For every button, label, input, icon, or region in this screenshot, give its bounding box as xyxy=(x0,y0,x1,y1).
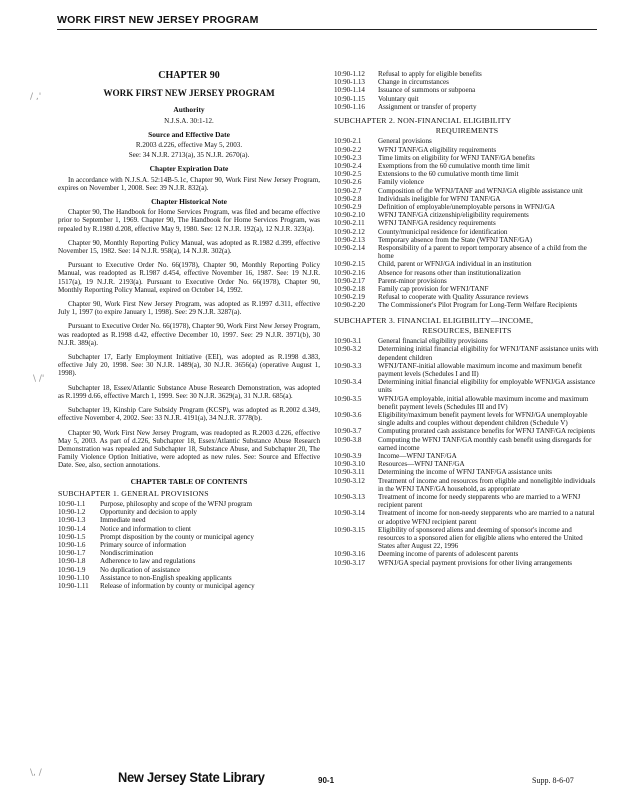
section-title: Refusal to apply for eligible benefits xyxy=(378,70,482,78)
section-title: General provisions xyxy=(378,137,432,146)
section-number: 10:90-1.12 xyxy=(334,70,365,78)
toc-entry xyxy=(58,557,320,565)
section-number: 10:90-2.8 xyxy=(334,194,362,203)
toc-entry xyxy=(334,285,600,293)
section-title: Resources—WFNJ TANF/GA xyxy=(378,460,465,469)
toc-entry xyxy=(334,260,600,268)
section-title: Assignment or transfer of property xyxy=(378,102,477,111)
section-title: Determining the income of WFNJ TANF/GA assistance units xyxy=(378,468,552,477)
toc-entry xyxy=(334,95,600,103)
toc-entry xyxy=(334,477,600,493)
section-title: Prompt disposition by the county or municipal agency xyxy=(100,532,254,541)
section-title: Deeming income of parents of adolescent parents xyxy=(378,550,519,559)
toc-entry xyxy=(334,460,600,468)
section-number: 10:90-3.11 xyxy=(334,468,365,477)
subchapter-3-list xyxy=(334,337,600,567)
left-column xyxy=(58,72,320,590)
header-rule xyxy=(57,29,597,30)
toc-entry xyxy=(334,195,600,203)
section-title: Eligibility of sponsored aliens and deeming of sponsor's income and resources to a sponsored alien for eligible aliens who entered the United States after August 22, 1996 xyxy=(378,525,583,551)
toc-entry xyxy=(58,574,320,582)
toc-entry xyxy=(334,345,600,361)
section-title: Composition of the WFNJ/TANF and WFNJ/GA eligible assistance unit xyxy=(378,186,583,195)
section-number: 10:90-3.7 xyxy=(334,427,362,436)
section-title: Adherence to law and regulations xyxy=(100,557,196,566)
section-title: County/municipal residence for identification xyxy=(378,227,508,236)
toc-entry xyxy=(334,154,600,162)
section-number: 10:90-3.14 xyxy=(334,509,365,518)
section-number: 10:90-2.9 xyxy=(334,203,362,212)
toc-entry xyxy=(334,559,600,567)
subchapter-3-heading-line2: RESOURCES, BENEFITS xyxy=(422,325,512,335)
section-number: 10:90-1.11 xyxy=(58,581,89,590)
section-title: Exemptions from the 60 cumulative month time limit xyxy=(378,162,530,171)
toc-entry xyxy=(334,78,600,86)
toc-entry xyxy=(334,550,600,558)
section-number: 10:90-3.2 xyxy=(334,345,362,354)
section-number: 10:90-1.2 xyxy=(58,508,86,517)
section-number: 10:90-1.13 xyxy=(334,78,365,87)
toc-entry xyxy=(334,427,600,435)
toc-entry xyxy=(58,533,320,541)
toc-entry xyxy=(334,493,600,509)
section-title: Nondiscrimination xyxy=(100,549,154,558)
section-number: 10:90-2.13 xyxy=(334,235,365,244)
section-number: 10:90-3.17 xyxy=(334,558,365,567)
toc-entry xyxy=(334,509,600,525)
running-header: WORK FIRST NEW JERSEY PROGRAM xyxy=(57,14,259,26)
section-title: The Commissioner's Pilot Program for Long-Term Welfare Recipients xyxy=(378,301,578,310)
historical-paragraph: Subchapter 19, Kinship Care Subsidy Program (KCSP), was adopted as R.2002 d.349, effective November 4, 2002. See: 33 N.J.R. 4191(a), 34 N.J.R. 3778(b). xyxy=(58,406,320,423)
historical-paragraph: Chapter 90, Work First New Jersey Program, was adopted as R.1997 d.311, effective July 1, 1997 (to expire January 1, 1998). See: 29 N.J.R. 3287(a). xyxy=(58,300,320,317)
historical-paragraph: Subchapter 17, Early Employment Initiative (EEI), was adopted as R.1998 d.383, effective July 20, 1998. See: 30 N.J.R. 1489(a), 30 N.J.R. 3656(a) (operative August 1, 1998). xyxy=(58,353,320,378)
section-title: Immediate need xyxy=(100,516,146,525)
toc-entry xyxy=(334,395,600,411)
subchapter-3-heading: SUBCHAPTER 3. FINANCIAL ELIGIBILITY—INCOME, xyxy=(334,315,534,325)
section-number: 10:90-3.5 xyxy=(334,394,362,403)
section-number: 10:90-2.1 xyxy=(334,137,362,146)
expiration-heading: Chapter Expiration Date xyxy=(149,164,229,174)
section-title: WFNJ TANF/GA eligibility requirements xyxy=(378,145,497,154)
toc-entry xyxy=(334,236,600,244)
subchapter-1-continued-list xyxy=(334,70,600,111)
section-title: Computing prorated cash assistance benefits for WFNJ TANF/GA recipients xyxy=(378,427,596,436)
section-number: 10:90-2.15 xyxy=(334,260,365,269)
source-line-2: See: 34 N.J.R. 2713(a), 35 N.J.R. 2670(a). xyxy=(128,151,250,160)
right-column xyxy=(334,70,600,567)
toc-entry xyxy=(58,525,320,533)
section-number: 10:90-2.7 xyxy=(334,186,362,195)
section-title: Voluntary quit xyxy=(378,94,419,103)
section-title: Individuals ineligible for WFNJ TANF/GA xyxy=(378,194,501,203)
source-heading: Source and Effective Date xyxy=(148,129,230,139)
toc-entry xyxy=(334,146,600,154)
toc-entry xyxy=(58,500,320,508)
subchapter-2-heading-line2: REQUIREMENTS xyxy=(435,126,499,136)
historical-paragraph: Subchapter 18, Essex/Atlantic Substance Abuse Research Demonstration, was adopted as R.1999 d.66, effective March 1, 1999. See: 30 N.J.R. 3629(a), 31 N.J.R. 685(a). xyxy=(58,383,320,400)
supplement-date: Supp. 8-6-07 xyxy=(532,776,574,785)
authority-text: N.J.S.A. 30:1-12. xyxy=(164,116,214,125)
toc-entry xyxy=(58,582,320,590)
toc-entry xyxy=(334,378,600,394)
historical-notes xyxy=(58,208,320,469)
section-number: 10:90-3.8 xyxy=(334,435,362,444)
section-number: 10:90-2.10 xyxy=(334,211,365,220)
historical-paragraph: Pursuant to Executive Order No. 66(1978), Chapter 90, Monthly Reporting Policy Manual, was readopted as R.1987 d.454, effective November 16, 1987. See: 19 N.J.R. 1517(a), 19 N.J.R. 2193(a). Pursuant to Executive Order No. 66(1978), Chapter 90, Monthly Reporting Policy Manual, expired on October 14, 1992. xyxy=(58,261,320,294)
toc-entry xyxy=(334,337,600,345)
toc-entry xyxy=(334,203,600,211)
section-number: 10:90-3.15 xyxy=(334,525,365,534)
section-title: Notice and information to client xyxy=(100,524,192,533)
section-number: 10:90-2.3 xyxy=(334,153,362,162)
chapter-heading: CHAPTER 90 xyxy=(158,70,220,81)
subchapter-1-heading: SUBCHAPTER 1. GENERAL PROVISIONS xyxy=(58,488,209,498)
toc-entry xyxy=(334,86,600,94)
section-number: 10:90-1.8 xyxy=(58,557,86,566)
section-number: 10:90-2.12 xyxy=(334,227,365,236)
toc-entry xyxy=(334,526,600,551)
toc-entry xyxy=(58,516,320,524)
section-number: 10:90-1.3 xyxy=(58,516,86,525)
section-number: 10:90-1.4 xyxy=(58,524,86,533)
toc-entry xyxy=(334,269,600,277)
section-title: No duplication of assistance xyxy=(100,565,181,574)
library-stamp: New Jersey State Library xyxy=(118,769,265,785)
toc-entry xyxy=(334,103,600,111)
section-title: General financial eligibility provisions xyxy=(378,337,488,346)
section-number: 10:90-3.9 xyxy=(334,451,362,460)
toc-entry xyxy=(334,219,600,227)
section-title: Eligibility/maximum benefit payment levels for WFNJ/GA unemployable single adults and couples without dependent children (Schedule V) xyxy=(378,410,588,428)
section-number: 10:90-2.11 xyxy=(334,219,365,228)
section-title: Treatment of income for needy stepparents who are married to a WFNJ recipient parent xyxy=(378,492,581,510)
section-number: 10:90-2.14 xyxy=(334,244,365,253)
toc-entry xyxy=(334,228,600,236)
section-title: Change in circumstances xyxy=(378,78,449,87)
section-number: 10:90-3.6 xyxy=(334,410,362,419)
section-title: Refusal to cooperate with Quality Assurance reviews xyxy=(378,293,529,302)
section-number: 10:90-1.10 xyxy=(58,573,89,582)
toc-entry xyxy=(58,549,320,557)
section-title: WFNJ/GA special payment provisions for other living arrangements xyxy=(378,558,573,567)
toc-entry xyxy=(334,468,600,476)
section-number: 10:90-1.7 xyxy=(58,549,86,558)
toc-entry xyxy=(334,137,600,145)
section-title: WFNJ TANF/GA citizenship/eligibility requirements xyxy=(378,211,529,220)
toc-entry xyxy=(334,301,600,309)
toc-entry xyxy=(334,170,600,178)
section-number: 10:90-1.14 xyxy=(334,86,365,95)
section-title: Family cap provision for WFNJ/TANF xyxy=(378,285,489,294)
section-number: 10:90-2.5 xyxy=(334,170,362,179)
toc-entry xyxy=(334,362,600,378)
toc-entry xyxy=(334,70,600,78)
section-number: 10:90-3.1 xyxy=(334,337,362,346)
section-number: 10:90-1.5 xyxy=(58,532,86,541)
section-number: 10:90-3.16 xyxy=(334,550,365,559)
program-title: WORK FIRST NEW JERSEY PROGRAM xyxy=(103,88,275,99)
toc-entry xyxy=(334,293,600,301)
toc-entry xyxy=(334,178,600,186)
section-number: 10:90-2.18 xyxy=(334,285,365,294)
toc-entry xyxy=(334,436,600,452)
margin-mark: \, / xyxy=(30,768,42,778)
section-number: 10:90-3.4 xyxy=(334,378,362,387)
section-title: WFNJ TANF/GA residency requirements xyxy=(378,219,496,228)
toc-entry xyxy=(334,452,600,460)
source-line-1: R.2003 d.226, effective May 5, 2003. xyxy=(135,141,243,150)
section-title: Release of information by county or municipal agency xyxy=(100,581,255,590)
section-number: 10:90-3.10 xyxy=(334,460,365,469)
page-number: 90-1 xyxy=(318,776,335,785)
toc-entry xyxy=(334,411,600,427)
section-title: Determining initial financial eligibility for employable WFNJ/GA assistance units xyxy=(378,378,596,395)
section-title: Responsibility of a parent to report temporary absence of a child from the home xyxy=(378,244,587,261)
section-number: 10:90-1.6 xyxy=(58,540,86,549)
section-number: 10:90-2.16 xyxy=(334,268,365,277)
section-title: WFNJ/TANF-initial allowable maximum income and maximum benefit payment levels (Schedules I and II) xyxy=(378,361,582,378)
section-title: Opportunity and decision to apply xyxy=(100,508,197,517)
expiration-text: In accordance with N.J.S.A. 52:14B-5.1c, Chapter 90, Work First New Jersey Program, expires on November 1, 2008. See: 39 N.J.R. 832(a). xyxy=(58,175,320,192)
historical-paragraph: Pursuant to Executive Order No. 66(1978), Chapter 90, Work First New Jersey Program, was readopted as R.1998 d.42, effective December 10, 1997. See: 29 N.J.R. 3971(b), 30 N.J.R. 389(a). xyxy=(58,322,320,347)
authority-heading: Authority xyxy=(173,105,205,115)
toc-entry xyxy=(58,508,320,516)
section-title: Temporary absence from the State (WFNJ TANF/GA) xyxy=(378,235,533,244)
section-title: Absence for reasons other than institutionalization xyxy=(378,268,521,277)
section-number: 10:90-1.15 xyxy=(334,94,365,103)
section-number: 10:90-2.20 xyxy=(334,301,365,310)
historical-heading: Chapter Historical Note xyxy=(151,197,227,207)
toc-entry xyxy=(334,187,600,195)
section-title: Child, parent or WFNJ/GA individual in an institution xyxy=(378,260,532,269)
section-title: Definition of employable/unemployable persons in WFNJ/GA xyxy=(378,203,555,212)
section-title: WFNJ/GA employable, initial allowable maximum income and maximum benefit payment levels (Schedules III and IV) xyxy=(378,394,589,411)
section-title: Determining initial financial eligibility for WFNJ/TANF assistance units with dependent children xyxy=(378,345,599,362)
historical-paragraph: Chapter 90, The Handbook for Home Services Program, was filed and became effective prior to September 1, 1969. Chapter 90, The Handbook for Home Services Program, was repealed by R.1980 d.208, effective May 9, 1980. See: 12 N.J.R. 192(a), 12 N.J.R. 323(a). xyxy=(58,208,320,233)
margin-mark: / ,' xyxy=(30,92,42,102)
toc-heading: CHAPTER TABLE OF CONTENTS xyxy=(130,476,248,486)
section-title: Assistance to non-English speaking applicants xyxy=(100,573,232,582)
section-number: 10:90-3.13 xyxy=(334,492,365,501)
section-number: 10:90-2.4 xyxy=(334,162,362,171)
section-title: Purpose, philosophy and scope of the WFNJ program xyxy=(100,499,252,508)
historical-paragraph: Chapter 90, Monthly Reporting Policy Manual, was adopted as R.1982 d.399, effective November 15, 1982. See: 14 N.J.R. 958(a), 14 N.J.R. 302(a). xyxy=(58,238,320,256)
toc-entry xyxy=(334,277,600,285)
section-number: 10:90-2.17 xyxy=(334,276,365,285)
section-number: 10:90-1.1 xyxy=(58,499,86,508)
section-title: Extensions to the 60 cumulative month time limit xyxy=(378,170,519,179)
section-title: Primary source of information xyxy=(100,540,187,549)
section-number: 10:90-1.16 xyxy=(334,102,365,111)
historical-paragraph: Chapter 90, Work First New Jersey Program, was readopted as R.2003 d.226, effective May 5, 2003. As part of d.226, Subchapter 18, Essex/Atlantic Substance Abuse Research Demonstration was repealed and Subchapter 18, Substance Abuse, and Subchapter 20, The Family Violence Option Initiative, were adopted as new rules. See: Source and Effective Date. See, also, section annotations. xyxy=(58,428,320,470)
section-number: 10:90-2.6 xyxy=(334,178,362,187)
margin-mark: \ /' xyxy=(33,374,45,384)
subchapter-2-list xyxy=(334,137,600,309)
section-title: Treatment of income for non-needy stepparents who are married to a natural or adoptive WFNJ recipient parent xyxy=(378,509,595,526)
toc-entry xyxy=(58,566,320,574)
section-title: Family violence xyxy=(378,178,424,187)
toc-entry xyxy=(334,162,600,170)
toc-entry xyxy=(334,244,600,260)
section-number: 10:90-3.12 xyxy=(334,476,365,485)
section-title: Treatment of income and resources from eligible and noneligible individuals in the WFNJ TANF/GA household, as appropriate xyxy=(378,476,596,493)
toc-entry xyxy=(334,211,600,219)
section-title: Parent-minor provisions xyxy=(378,276,447,285)
section-title: Computing the WFNJ TANF/GA monthly cash benefit using disregards for earned income xyxy=(378,435,592,452)
section-number: 10:90-3.3 xyxy=(334,361,362,370)
section-title: Income—WFNJ TANF/GA xyxy=(378,451,457,460)
section-title: Issuance of summons or subpoena xyxy=(378,86,476,95)
section-title: Time limits on eligibility for WFNJ TANF/GA benefits xyxy=(378,153,535,162)
section-number: 10:90-1.9 xyxy=(58,565,86,574)
section-number: 10:90-2.19 xyxy=(334,293,365,302)
subchapter-2-heading: SUBCHAPTER 2. NON-FINANCIAL ELIGIBILITY xyxy=(334,116,512,126)
section-number: 10:90-2.2 xyxy=(334,145,362,154)
subchapter-1-list xyxy=(58,500,320,590)
toc-entry xyxy=(58,541,320,549)
